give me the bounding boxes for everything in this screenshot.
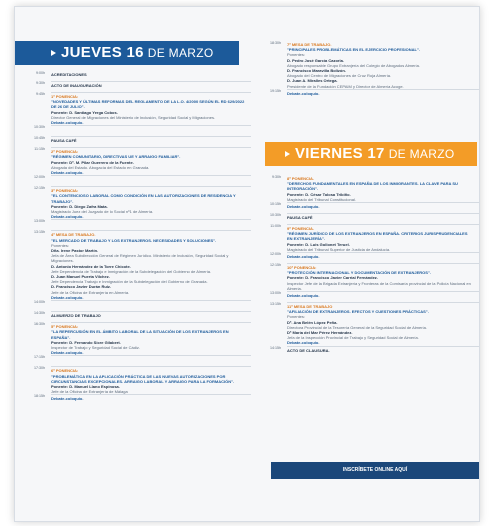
schedule-line-name: Ponente: Dª. M. Pilar Guerrero de la Fuente.	[51, 159, 134, 165]
register-online-button[interactable]: INSCRÍBETE ONLINE AQUÍ	[271, 462, 479, 479]
schedule-content	[287, 224, 479, 252]
schedule-content	[51, 147, 251, 175]
schedule-content	[51, 186, 251, 219]
schedule-content	[51, 71, 251, 81]
schedule-line-debate: Debate-coloquio.	[51, 120, 84, 126]
schedule-content	[51, 322, 251, 355]
schedule-time: 13:15h	[34, 230, 45, 235]
schedule-line-debate: Debate-coloquio.	[51, 396, 84, 402]
schedule-line-heading: PAUSA CAFÉ	[287, 215, 313, 221]
schedule-content	[51, 366, 251, 394]
schedule-row	[15, 125, 251, 136]
day-header-thursday	[15, 41, 239, 65]
schedule-row	[15, 311, 251, 322]
schedule-content	[287, 89, 479, 100]
schedule-content	[51, 125, 251, 136]
schedule-line-name: Dña. Irene Pastor Martín.	[51, 248, 99, 254]
schedule-row	[251, 291, 479, 302]
schedule-time: 9:30h	[272, 175, 281, 179]
schedule-line-role: Abogado del Centro de Migraciones de Cruz Roja Almería.	[287, 73, 392, 79]
schedule-line-name: D. Juan A. Miralles Ortega.	[287, 78, 338, 84]
thursday-schedule-continued	[251, 41, 479, 100]
schedule-line-name: Ponente: D. Diego Zafra Mata.	[51, 203, 108, 209]
schedule-time: 17:15h	[34, 355, 45, 360]
schedule-time: 9:00h	[36, 71, 45, 75]
schedule-line-orange: 1ª PONENCIA:	[51, 94, 79, 99]
schedule-line-blue: "PROTECCIÓN INTERNACIONAL Y DOCUMENTACIÓN DE EXTRANJEROS".	[287, 270, 431, 276]
schedule-line-role: Ponentes:	[51, 242, 70, 248]
schedule-line-role: Presidente de la Fundación CEPAIM y Director de Almería Acoge.	[287, 83, 404, 89]
schedule-line-orange: 11ª MESA DE TRABAJO	[287, 304, 333, 310]
schedule-line-name: Dª María del Mar Pérez Hernández.	[287, 330, 353, 336]
schedule-line-blue: "EL MERCADO DE TRABAJO Y LOS EXTRANJEROS. NECESIDADES Y SOLUCIONES".	[51, 237, 217, 243]
schedule-content	[287, 213, 479, 224]
left-column	[15, 7, 251, 521]
schedule-line-role: Jefa de Área Subdirección General de Régimen Jurídico. Ministerio de Inclusión, Seguridad Social y Migraciones.	[51, 253, 229, 264]
schedule-content	[287, 202, 479, 213]
schedule-time: 11:00h	[270, 224, 281, 229]
schedule-line-name: D. Pedro José García Cazorla.	[287, 57, 344, 63]
schedule-line-blue: "LA REPERCUSIÓN EN EL ÁMBITO LABORAL DE LA SITUACIÓN DE LOS EXTRANJEROS EN ESPAÑA".	[51, 329, 229, 340]
schedule-row	[251, 202, 479, 213]
thursday-schedule	[15, 71, 251, 405]
day-subtitle: DE MARZO	[147, 46, 214, 60]
schedule-line-debate: Debate-coloquio.	[287, 340, 320, 346]
schedule-content	[287, 346, 479, 357]
schedule-line-heading: ACREDITACIONES	[51, 72, 87, 77]
schedule-line-blue: "NOVEDADES Y ÚLTIMAS REFORMAS DEL REGLAMENTO DE LA L.O. 4/2000 SEGÚN EL RD 629/2022 DE 26 DE JULIO".	[51, 99, 245, 110]
schedule-time: 14:00h	[34, 300, 45, 305]
schedule-time: 10:30h	[270, 213, 281, 218]
schedule-line-orange: 8ª PONENCIA.	[287, 176, 315, 181]
schedule-content	[51, 175, 251, 186]
schedule-content	[287, 291, 479, 302]
schedule-content	[51, 355, 251, 366]
day-title: VIERNES 17	[295, 145, 385, 162]
schedule-line-orange: 4ª MESA DE TRABAJO.	[51, 232, 96, 238]
friday-schedule	[251, 175, 479, 357]
schedule-line-role: Magistrado Juez del Juzgado de lo Social nº1 de Almería.	[51, 209, 154, 215]
schedule-line-role: Jefe Dependencia de Trabajo e Inmigración de la Subdelegación del Gobierno de Almería.	[51, 268, 212, 274]
schedule-time: 12:00h	[270, 252, 281, 257]
schedule-line-debate: Debate-coloquio.	[51, 294, 84, 300]
schedule-content	[287, 263, 479, 291]
schedule-line-debate: Debate-coloquio.	[287, 204, 320, 210]
schedule-time: 14:30h	[34, 311, 45, 316]
schedule-line-name: Ponente: D. Fernando Sicre Gilabert.	[51, 339, 121, 345]
schedule-time: 12:15h	[270, 263, 281, 268]
schedule-line-orange: 3ª PONENCIA:	[51, 188, 79, 194]
schedule-line-debate: Debate-coloquio.	[287, 293, 320, 299]
schedule-line-blue: "AFILIACIÓN DE EXTRANJEROS. EFECTOS Y CUESTIONES PRÁCTICAS".	[287, 309, 429, 315]
schedule-row	[251, 252, 479, 263]
schedule-row	[251, 89, 479, 100]
schedule-time: 19:15h	[270, 88, 281, 93]
schedule-line-debate: Debate-coloquio.	[51, 170, 84, 176]
schedule-line-name: D. Juan Manuel Puerta Vilchez.	[51, 274, 110, 280]
schedule-line-orange: 10ª PONENCIA:	[287, 265, 317, 271]
schedule-time: 13:00h	[270, 291, 281, 296]
schedule-row	[251, 175, 479, 202]
day-title: JUEVES 16	[61, 44, 144, 61]
schedule-content	[51, 230, 251, 300]
schedule-content	[51, 81, 251, 92]
schedule-line-role: Jefe de la Oficina de Extranjería en Almería.	[51, 289, 130, 295]
schedule-line-debate: Debate-coloquio.	[287, 90, 320, 96]
schedule-line-role: Abogada del Estado. Abogacía del Estado en Granada.	[51, 164, 150, 170]
schedule-line-name: Ponente: D. Luis Gollonet Teruel.	[287, 241, 350, 247]
schedule-time: 13:15h	[270, 302, 281, 307]
schedule-line-blue: "PRINCIPALES PROBLEMÁTICAS EN EL EJERCICIO PROFESIONAL".	[287, 47, 420, 53]
schedule-line-orange: 9ª PONENCIA.	[287, 226, 315, 232]
schedule-row	[15, 186, 251, 219]
schedule-time: 14:15h	[270, 345, 281, 350]
schedule-row	[15, 92, 251, 125]
schedule-content	[51, 219, 251, 230]
schedule-line-role: Directora Provincial de la Tesorería General de la Seguridad Social de Almería.	[287, 324, 427, 330]
schedule-row	[15, 175, 251, 186]
schedule-line-name: Dª. Ana Belén López Peña.	[287, 319, 338, 325]
schedule-row	[15, 219, 251, 230]
schedule-row	[15, 71, 251, 81]
schedule-line-name: Ponente: D. César Tolosa Tribiño.	[287, 191, 351, 197]
schedule-line-debate: Debate-coloquio.	[51, 350, 84, 356]
schedule-line-orange: 2ª PONENCIA:	[51, 149, 79, 155]
schedule-time: 12:00h	[34, 175, 45, 180]
schedule-row	[251, 302, 479, 346]
schedule-line-role: Abogado responsable Grupo Extranjería del Colegio de Abogados Almería.	[287, 62, 420, 68]
schedule-line-blue: "RÉGIMEN JURÍDICO DE LOS EXTRANJEROS EN ESPAÑA. CRITERIOS JURISPRUDENCIALES EN EXTRANJERÍA".	[287, 231, 468, 242]
schedule-row	[15, 230, 251, 300]
schedule-line-heading: PAUSA CAFÉ	[51, 138, 77, 144]
schedule-line-name: Ponente: D. Santiago Yerga Cobos.	[51, 109, 118, 115]
schedule-content	[51, 394, 251, 405]
schedule-content	[51, 300, 251, 311]
schedule-time: 9:45h	[36, 92, 45, 96]
schedule-row	[15, 394, 251, 405]
schedule-row	[15, 355, 251, 366]
schedule-time: 16:30h	[34, 322, 45, 327]
schedule-time: 10:15h	[270, 202, 281, 207]
schedule-time: 18:15h	[34, 394, 45, 399]
schedule-row	[251, 41, 479, 89]
schedule-line-name: D. Francisco Maravilla Bolizón.	[287, 68, 346, 74]
schedule-content	[51, 311, 251, 322]
schedule-row	[251, 346, 479, 357]
schedule-time: 10:30h	[34, 125, 45, 130]
schedule-line-name: D. Francisco Javier Durán Ruiz.	[51, 284, 112, 290]
schedule-row	[15, 147, 251, 175]
schedule-line-blue: "EL CONTENCIOSO LABORAL COMO CONDICIÓN EN LAS AUTORIZACIONES DE RESIDENCIA Y TRABAJO".	[51, 193, 236, 204]
arrow-right-icon	[285, 151, 290, 157]
schedule-content	[51, 136, 251, 147]
right-column	[251, 7, 479, 521]
schedule-line-heading: ACTO DE CLAUSURA.	[287, 347, 330, 353]
schedule-line-blue: "RÉGIMEN COMUNITARIO, DIRECTIVAS UE Y ARRAIGO FAMILIAR".	[51, 154, 181, 160]
schedule-line-heading: ACTO DE INAUGURACIÓN	[51, 83, 102, 88]
schedule-line-role: Director General de Migraciones del Ministerio de Inclusión, Seguridad Social y Migraciones.	[51, 114, 216, 120]
schedule-line-role: Jefe de la Oficina de Extranjería de Málaga	[51, 389, 128, 395]
program-sheet	[14, 6, 480, 522]
schedule-line-role: Ponentes:	[287, 52, 306, 58]
schedule-line-blue: "DERECHOS FUNDAMENTALES EN ESPAÑA DE LOS INMIGRANTES. LA CLAVE PARA SU INTEGRACIÓN".	[287, 181, 458, 192]
schedule-time: 11:15h	[34, 147, 45, 152]
schedule-line-role: Jefa de la Inspección Provincial de Trabajo y Seguridad Social de Almería.	[287, 335, 419, 341]
schedule-line-heading: ALMUERZO DE TRABAJO	[51, 313, 101, 319]
schedule-time: 17:30h	[34, 366, 45, 371]
schedule-content	[287, 175, 479, 202]
schedule-row	[15, 300, 251, 311]
schedule-row	[15, 81, 251, 92]
schedule-row	[15, 366, 251, 394]
schedule-line-role: Inspector Jefe de la Brigada Extranjería y Fronteras de la Comisaría provincial de la Policía Nacional en Almería.	[287, 280, 471, 291]
schedule-time: 13:00h	[34, 219, 45, 224]
schedule-time: 12:15h	[34, 186, 45, 191]
day-header-friday	[265, 142, 477, 166]
schedule-line-role: Inspector de Trabajo y Seguridad Social de Cádiz.	[51, 344, 140, 350]
schedule-row	[251, 263, 479, 291]
schedule-row	[15, 136, 251, 147]
schedule-line-name: D. Antonio Hernández de la Torre Chicote.	[51, 263, 131, 269]
schedule-row	[15, 322, 251, 355]
schedule-content	[287, 252, 479, 263]
schedule-line-role: Ponentes:	[287, 314, 306, 320]
schedule-time: 10:45h	[34, 136, 45, 141]
schedule-line-blue: "PROBLEMÁTICA EN LA APLICACIÓN PRÁCTICA DE LAS NUEVAS AUTORIZACIONES POR CIRCUNSTANCIAS EXCEPCIONALES. ARRAIGO LABORAL Y ARRAIGO PARA LA FORMACIÓN".	[51, 373, 235, 384]
schedule-content	[51, 92, 251, 125]
schedule-row	[251, 213, 479, 224]
schedule-time: 18:30h	[270, 41, 281, 45]
schedule-line-debate: Debate-coloquio.	[287, 254, 320, 260]
schedule-row	[251, 224, 479, 252]
arrow-right-icon	[51, 50, 56, 56]
schedule-time: 9:30h	[36, 81, 45, 85]
day-subtitle: DE MARZO	[388, 147, 455, 161]
schedule-line-name: Ponente: D. Manuel Llano Espinosa.	[51, 383, 120, 389]
schedule-line-name: Ponente: D. Francisco Javier Carrial Fernández.	[287, 275, 378, 281]
schedule-content	[287, 302, 479, 346]
schedule-line-orange: 6ª PONENCIA:	[51, 368, 79, 374]
schedule-content	[287, 41, 479, 89]
schedule-line-role: Jefe Dependencia Trabajo e Inmigración de la Subdelegación del Gobierno de Granada.	[51, 279, 208, 285]
schedule-line-debate: Debate-coloquio.	[51, 214, 84, 220]
schedule-line-role: Magistrado del Tribunal Superior de Justicia de Andalucía.	[287, 246, 391, 252]
schedule-line-orange: 5ª PONENCIA:	[51, 324, 79, 330]
schedule-line-role: Magistrado del Tribunal Constitucional.	[287, 196, 356, 202]
schedule-line-orange: 7ª MESA DE TRABAJO.	[287, 42, 332, 47]
